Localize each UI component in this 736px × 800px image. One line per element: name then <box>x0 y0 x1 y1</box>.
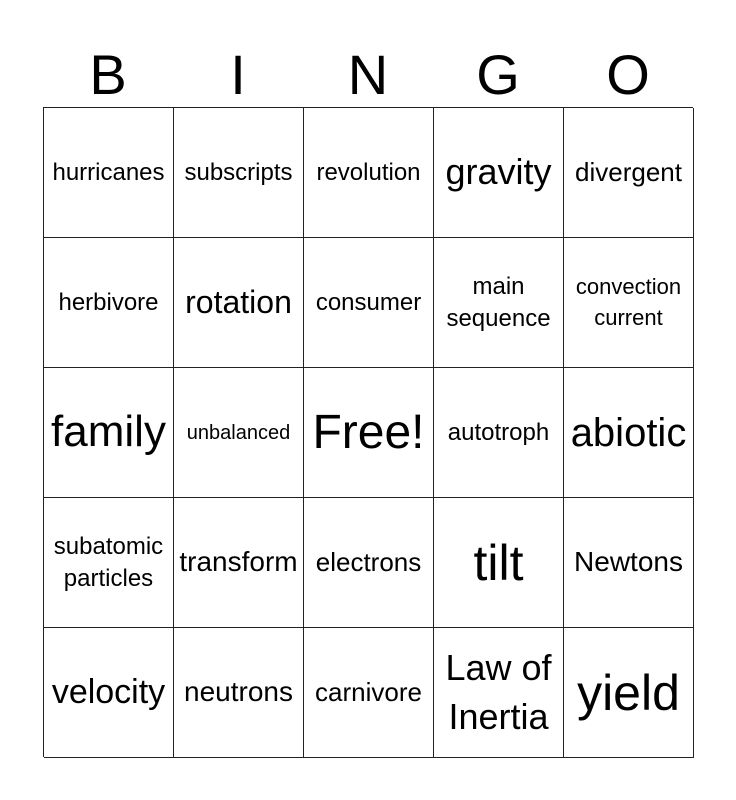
cell-label: unbalanced <box>186 421 291 444</box>
cell-label: revolution <box>316 158 421 186</box>
bingo-cell[interactable] <box>564 628 694 758</box>
bingo-cell[interactable] <box>174 628 304 758</box>
free-space-label: Free! <box>312 405 425 459</box>
cell-label: tilt <box>473 534 524 591</box>
bingo-cell[interactable] <box>434 498 564 628</box>
header-letter-o: O <box>606 43 650 106</box>
bingo-cell[interactable] <box>564 368 694 498</box>
header-letter-i: I <box>230 43 246 106</box>
cell-label: subatomic particles <box>53 533 164 592</box>
cell-label: electrons <box>315 546 422 577</box>
bingo-cell[interactable] <box>304 238 434 368</box>
bingo-cell[interactable] <box>564 498 694 628</box>
bingo-cell[interactable] <box>564 108 694 238</box>
bingo-cell[interactable] <box>304 498 434 628</box>
cell-label: velocity <box>51 673 166 712</box>
bingo-cell[interactable] <box>434 238 564 368</box>
cell-label: hurricanes <box>52 158 165 186</box>
bingo-cell[interactable] <box>304 628 434 758</box>
bingo-cell[interactable] <box>434 368 564 498</box>
bingo-board <box>43 107 693 757</box>
cell-label: main sequence <box>446 273 551 332</box>
bingo-cell[interactable] <box>174 238 304 368</box>
header-letter-b: B <box>89 43 127 106</box>
cell-label: rotation <box>185 284 292 321</box>
cell-label: Law of Inertia <box>445 646 552 737</box>
bingo-cell[interactable] <box>434 108 564 238</box>
cell-label: subscripts <box>184 158 293 186</box>
bingo-cell[interactable] <box>44 628 174 758</box>
cell-label: divergent <box>575 156 682 187</box>
bingo-cell[interactable] <box>174 108 304 238</box>
bingo-cell[interactable] <box>44 498 174 628</box>
cell-label: herbivore <box>58 288 159 316</box>
cell-label: autotroph <box>447 418 550 446</box>
cell-label: neutrons <box>184 676 293 708</box>
bingo-cell[interactable] <box>434 628 564 758</box>
cell-label: Newtons <box>574 546 683 578</box>
cell-label: transform <box>179 546 298 578</box>
bingo-cell[interactable] <box>44 108 174 238</box>
header-letter-n: N <box>347 43 389 106</box>
bingo-cell-free[interactable] <box>304 368 434 498</box>
bingo-cell[interactable] <box>304 108 434 238</box>
bingo-cell[interactable] <box>564 238 694 368</box>
header-letter-g: G <box>476 43 520 106</box>
bingo-cell[interactable] <box>44 238 174 368</box>
cell-label: yield <box>577 664 680 721</box>
bingo-header <box>43 44 693 106</box>
cell-label: convection current <box>575 273 682 330</box>
bingo-cell[interactable] <box>44 368 174 498</box>
cell-label: carnivore <box>315 676 422 707</box>
bingo-cell[interactable] <box>174 498 304 628</box>
cell-label: abiotic <box>570 410 687 455</box>
cell-label: gravity <box>445 151 552 193</box>
bingo-cell[interactable] <box>174 368 304 498</box>
cell-label: family <box>51 407 166 457</box>
cell-label: consumer <box>315 288 422 316</box>
